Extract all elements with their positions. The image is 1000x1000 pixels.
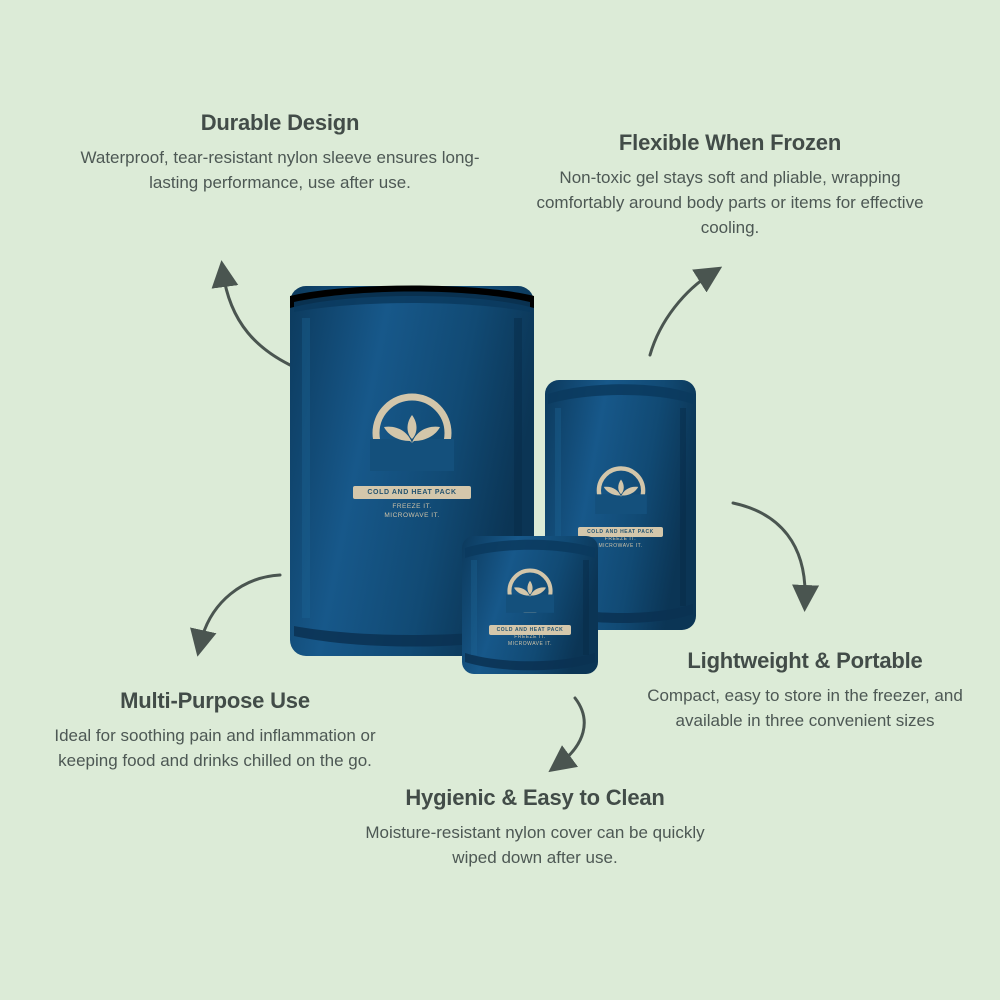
- feature-body: Waterproof, tear-resistant nylon sleeve ensures long-lasting performance, use after use.: [80, 148, 480, 193]
- feature-title: Hygienic & Easy to Clean: [405, 785, 665, 810]
- arrow-to-flexible-when-frozen: [640, 255, 750, 365]
- tagline-line-1: FREEZE IT.: [514, 634, 546, 640]
- arrow-to-hygienic-easy-to-clean: [530, 690, 610, 785]
- feature-lightweight-portable: [630, 648, 980, 734]
- pack-large-badge: COLD AND HEAT PACK: [288, 481, 536, 499]
- feature-body: Non-toxic gel stays soft and pliable, wrapping comfortably around body parts or items for effective cooling.: [536, 168, 924, 237]
- tagline-line-1: FREEZE IT.: [604, 536, 637, 542]
- tagline-line-1: FREEZE IT.: [392, 503, 432, 510]
- feature-flexible-when-frozen: [530, 130, 930, 240]
- pack-small-badge: COLD AND HEAT PACK: [460, 618, 600, 636]
- feature-multi-purpose-use: [30, 688, 400, 774]
- feature-title: Lightweight & Portable: [687, 648, 923, 673]
- pack-small-tagline: [460, 634, 600, 648]
- feature-body: Moisture-resistant nylon cover can be quickly wiped down after use.: [365, 823, 705, 868]
- pack-medium-badge: COLD AND HEAT PACK: [543, 520, 698, 538]
- feature-body: Ideal for soothing pain and inflammation or keeping food and drinks chilled on the go.: [54, 726, 376, 771]
- arrow-to-multi-purpose-use: [175, 565, 290, 670]
- feature-title: Multi-Purpose Use: [120, 688, 310, 713]
- tagline-line-2: MICROWAVE IT.: [384, 511, 440, 519]
- feature-body: Compact, easy to store in the freezer, and available in three convenient sizes: [647, 686, 963, 731]
- feature-durable-design: [80, 110, 480, 196]
- tagline-line-2: MICROWAVE IT.: [598, 542, 643, 549]
- arrow-to-lightweight-portable: [725, 495, 835, 620]
- pack-large-tagline: [288, 503, 536, 521]
- leaf-circle-logo-icon: [595, 466, 647, 514]
- feature-title: Durable Design: [200, 110, 360, 135]
- product-pack-small: [460, 530, 600, 678]
- feature-title: Flexible When Frozen: [618, 130, 842, 155]
- leaf-circle-logo-icon: [506, 568, 554, 613]
- feature-hygienic-easy-to-clean: [345, 785, 725, 871]
- tagline-line-2: MICROWAVE IT.: [508, 640, 552, 647]
- leaf-circle-logo-icon: [370, 393, 454, 471]
